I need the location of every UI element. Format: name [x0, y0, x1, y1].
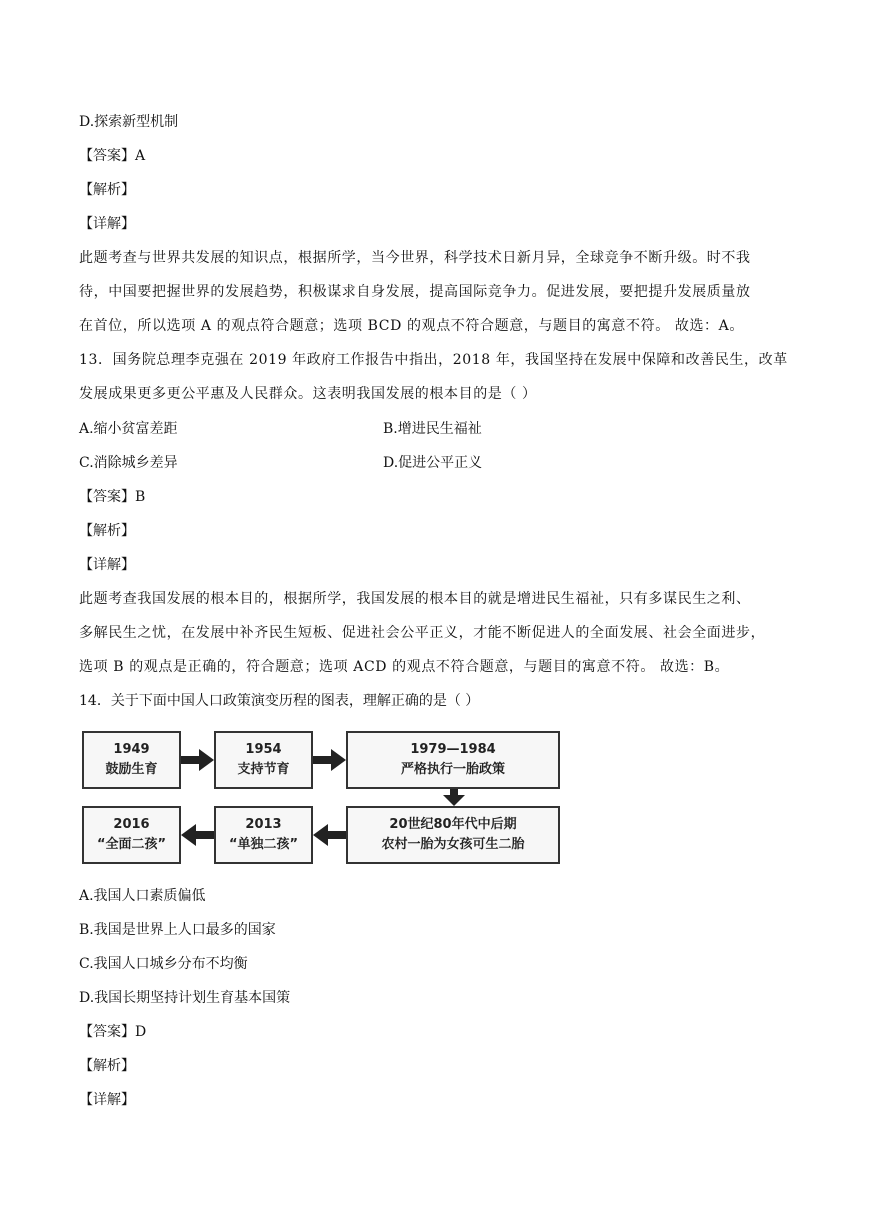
- diagram-box-policy: 支持节育: [237, 762, 290, 777]
- q12-explanation-line: 待，中国要把握世界的发展趋势，积极谋求自身发展，提高国际竞争力。促进发展，要把提升发展质量放: [79, 284, 751, 300]
- diagram-box-2016: [82, 806, 181, 864]
- q14-analysis-label: 【解析】: [79, 1058, 135, 1074]
- q14-option-c: C.我国人口城乡分布不均衡: [79, 956, 248, 972]
- q12-detail-label: 【详解】: [79, 216, 135, 232]
- q13-explanation-line: 此题考查我国发展的根本目的，根据所学，我国发展的根本目的就是增进民生福祉，只有多谋民生之利、: [79, 591, 751, 607]
- q13-analysis-label: 【解析】: [79, 523, 135, 539]
- diagram-box-year: 20世纪80年代中后期: [389, 817, 517, 832]
- q12-option-d: D.探索新型机制: [79, 114, 179, 130]
- arrow-right-icon: [313, 748, 346, 772]
- diagram-box-policy: “单独二孩”: [228, 837, 299, 852]
- diagram-box-policy: 严格执行一胎政策: [400, 762, 505, 777]
- diagram-box-year: 1954: [245, 742, 282, 757]
- arrow-left-icon: [181, 823, 214, 847]
- diagram-box-year: 1949: [113, 742, 150, 757]
- q12-explanation-line: 在首位，所以选项 A 的观点符合题意；选项 BCD 的观点不符合题意，与题目的寓意不符。 故选：A。: [79, 318, 744, 334]
- q13-explanation-line: 多解民生之忧，在发展中补齐民生短板、促进社会公平正义，才能不断促进人的全面发展、社会全面进步，: [79, 625, 766, 641]
- diagram-box-year: 2016: [113, 817, 150, 832]
- q14-answer: 【答案】D: [79, 1024, 147, 1040]
- diagram-box-year: 2013: [245, 817, 282, 832]
- q13-explanation-line: 选项 B 的观点是正确的，符合题意；选项 ACD 的观点不符合题意，与题目的寓意不符。 故选：B。: [79, 659, 730, 675]
- q12-answer: 【答案】A: [79, 148, 146, 164]
- q12-explanation-line: 此题考查与世界共发展的知识点，根据所学，当今世界，科学技术日新月异，全球竞争不断升级。时不我: [79, 250, 751, 266]
- q13-option-a: A.缩小贫富差距: [79, 421, 178, 437]
- diagram-box-2013: [214, 806, 313, 864]
- q14-option-b: B.我国是世界上人口最多的国家: [79, 922, 276, 938]
- q13-stem-line: 13．国务院总理李克强在 2019 年政府工作报告中指出，2018 年，我国坚持在发展中保障和改善民生，改革: [79, 352, 788, 368]
- diagram-box-1949: [82, 731, 181, 789]
- q13-option-b: B.增进民生福祉: [383, 421, 482, 437]
- q13-answer: 【答案】B: [79, 489, 146, 505]
- diagram-box-policy: “全面二孩”: [96, 837, 167, 852]
- diagram-box-policy: 农村一胎为女孩可生二胎: [381, 837, 525, 852]
- arrow-right-icon: [181, 748, 214, 772]
- arrow-down-icon: [442, 789, 466, 806]
- q13-detail-label: 【详解】: [79, 557, 135, 573]
- q13-stem-line: 发展成果更多更公平惠及人民群众。这表明我国发展的根本目的是（ ）: [79, 386, 537, 402]
- diagram-box-year: 1979—1984: [410, 742, 496, 757]
- arrow-left-icon: [313, 823, 346, 847]
- diagram-box-1954: [214, 731, 313, 789]
- q13-option-c: C.消除城乡差异: [79, 455, 178, 471]
- q14-stem: 14．关于下面中国人口政策演变历程的图表，理解正确的是（ ）: [79, 693, 480, 709]
- q14-option-d: D.我国长期坚持计划生育基本国策: [79, 990, 291, 1006]
- q13-option-d: D.促进公平正义: [383, 455, 483, 471]
- q14-option-a: A.我国人口素质偏低: [79, 888, 206, 904]
- diagram-box-policy: 鼓励生育: [105, 762, 158, 777]
- diagram-box-1980s-late: [346, 806, 560, 864]
- q14-detail-label: 【详解】: [79, 1092, 135, 1108]
- q12-analysis-label: 【解析】: [79, 182, 135, 198]
- diagram-box-1979-1984: [346, 731, 560, 789]
